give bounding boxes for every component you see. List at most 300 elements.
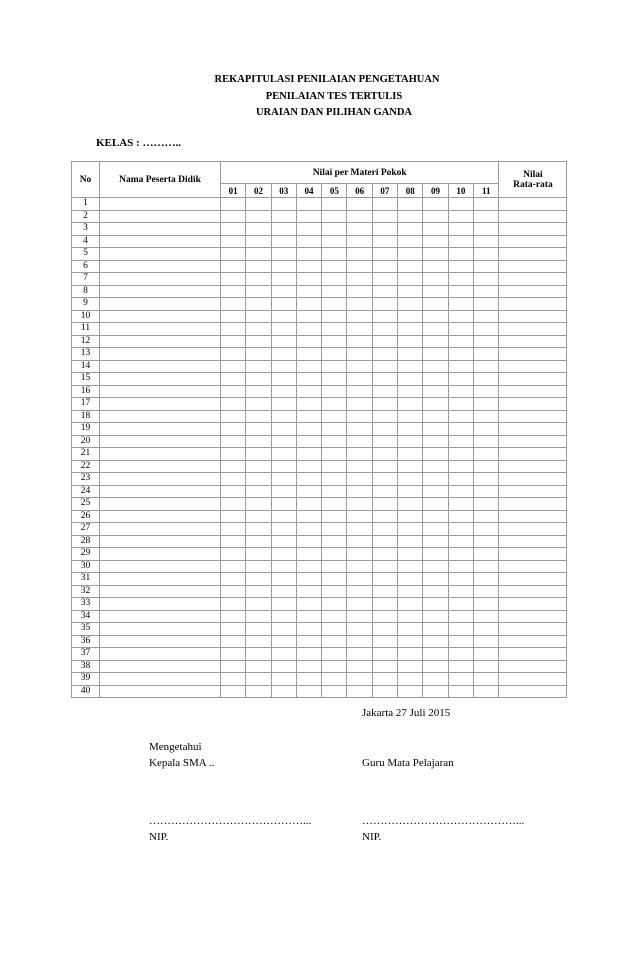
table-row: [72, 198, 567, 211]
score-cell: [473, 498, 498, 511]
average-cell: [499, 473, 567, 486]
score-cell: [221, 398, 246, 411]
score-cell: [221, 298, 246, 311]
score-cell: [473, 360, 498, 373]
score-cell: [423, 335, 448, 348]
score-cell: [322, 548, 347, 561]
score-cell: [246, 273, 271, 286]
score-cell: [322, 310, 347, 323]
score-cell: [221, 498, 246, 511]
score-cell: [271, 373, 296, 386]
score-cell: [246, 373, 271, 386]
signature-left-line2: Kepala SMA ..: [149, 757, 215, 769]
score-cell: [448, 510, 473, 523]
title-line-1: REKAPITULASI PENILAIAN PENGETAHUAN: [214, 74, 440, 85]
score-cell: [372, 260, 397, 273]
score-cell: [423, 648, 448, 661]
score-cell: [347, 223, 372, 236]
score-cell: [221, 660, 246, 673]
score-cell: [221, 210, 246, 223]
score-cell: [221, 485, 246, 498]
score-cell: [347, 373, 372, 386]
score-cell: [296, 298, 321, 311]
score-cell: [398, 635, 423, 648]
score-cell: [271, 385, 296, 398]
score-cell: [398, 260, 423, 273]
score-cell: [372, 348, 397, 361]
score-cell: [221, 285, 246, 298]
student-name-cell: [100, 660, 221, 673]
score-cell: [448, 660, 473, 673]
score-cell: [246, 660, 271, 673]
score-cell: [473, 210, 498, 223]
row-number: 1: [72, 198, 100, 211]
score-cell: [398, 573, 423, 586]
score-cell: [448, 298, 473, 311]
score-cell: [423, 448, 448, 461]
average-cell: [499, 610, 567, 623]
score-cell: [423, 285, 448, 298]
score-cell: [221, 335, 246, 348]
student-name-cell: [100, 473, 221, 486]
row-number: 33: [72, 598, 100, 611]
score-cell: [246, 285, 271, 298]
score-cell: [221, 623, 246, 636]
score-cell: [221, 435, 246, 448]
score-cell: [372, 548, 397, 561]
average-cell: [499, 360, 567, 373]
score-cell: [246, 423, 271, 436]
score-cell: [448, 323, 473, 336]
score-cell: [271, 198, 296, 211]
score-cell: [271, 610, 296, 623]
score-cell: [372, 398, 397, 411]
row-number: 26: [72, 510, 100, 523]
score-cell: [473, 410, 498, 423]
score-cell: [398, 498, 423, 511]
average-cell: [499, 260, 567, 273]
table-row: [72, 685, 567, 698]
student-name-cell: [100, 373, 221, 386]
score-cell: [448, 235, 473, 248]
score-cell: [398, 473, 423, 486]
score-cell: [296, 560, 321, 573]
score-cell: [347, 573, 372, 586]
score-cell: [473, 385, 498, 398]
score-cell: [473, 660, 498, 673]
score-column-header: 02: [246, 184, 271, 198]
table-row: [72, 623, 567, 636]
score-cell: [271, 523, 296, 536]
table-row: [72, 210, 567, 223]
score-cell: [296, 360, 321, 373]
score-cell: [423, 485, 448, 498]
score-cell: [322, 435, 347, 448]
table-row: [72, 223, 567, 236]
score-cell: [473, 248, 498, 261]
average-cell: [499, 335, 567, 348]
average-cell: [499, 535, 567, 548]
average-cell: [499, 498, 567, 511]
row-number: 36: [72, 635, 100, 648]
score-cell: [296, 523, 321, 536]
score-cell: [347, 285, 372, 298]
score-cell: [423, 610, 448, 623]
score-cell: [347, 260, 372, 273]
score-cell: [221, 598, 246, 611]
table-row: [72, 585, 567, 598]
row-number: 14: [72, 360, 100, 373]
score-cell: [448, 348, 473, 361]
score-cell: [372, 235, 397, 248]
score-cell: [271, 235, 296, 248]
score-cell: [448, 610, 473, 623]
score-cell: [271, 635, 296, 648]
score-cell: [372, 423, 397, 436]
table-row: [72, 285, 567, 298]
average-cell: [499, 398, 567, 411]
row-number: 7: [72, 273, 100, 286]
score-cell: [398, 235, 423, 248]
row-number: 19: [72, 423, 100, 436]
score-cell: [473, 235, 498, 248]
row-number: 6: [72, 260, 100, 273]
score-cell: [221, 548, 246, 561]
score-cell: [322, 560, 347, 573]
score-cell: [271, 398, 296, 411]
score-cell: [296, 273, 321, 286]
score-cell: [271, 585, 296, 598]
score-column-header: 08: [398, 184, 423, 198]
score-cell: [296, 248, 321, 261]
score-cell: [423, 660, 448, 673]
score-cell: [322, 485, 347, 498]
score-cell: [246, 635, 271, 648]
score-cell: [423, 673, 448, 686]
average-cell: [499, 523, 567, 536]
student-name-cell: [100, 598, 221, 611]
score-cell: [322, 585, 347, 598]
score-cell: [347, 535, 372, 548]
score-column-header: 04: [296, 184, 321, 198]
score-cell: [296, 260, 321, 273]
score-cell: [322, 660, 347, 673]
student-name-cell: [100, 548, 221, 561]
score-cell: [347, 410, 372, 423]
score-column-header: 05: [322, 184, 347, 198]
score-cell: [448, 335, 473, 348]
score-cell: [221, 310, 246, 323]
signature-right-title: Guru Mata Pelajaran: [362, 757, 454, 769]
score-cell: [246, 585, 271, 598]
score-cell: [296, 423, 321, 436]
score-cell: [221, 235, 246, 248]
score-cell: [322, 198, 347, 211]
score-cell: [347, 398, 372, 411]
score-cell: [423, 560, 448, 573]
table-row: [72, 473, 567, 486]
score-column-header: 03: [271, 184, 296, 198]
student-name-cell: [100, 385, 221, 398]
table-row: [72, 660, 567, 673]
score-cell: [473, 635, 498, 648]
score-cell: [473, 548, 498, 561]
average-cell: [499, 685, 567, 698]
score-cell: [423, 585, 448, 598]
row-number: 35: [72, 623, 100, 636]
row-number: 21: [72, 448, 100, 461]
score-cell: [398, 648, 423, 661]
header-average: [499, 162, 567, 198]
score-cell: [473, 573, 498, 586]
score-cell: [347, 448, 372, 461]
score-cell: [221, 585, 246, 598]
score-cell: [322, 635, 347, 648]
student-name-cell: [100, 523, 221, 536]
score-cell: [221, 385, 246, 398]
score-cell: [322, 260, 347, 273]
score-cell: [372, 310, 397, 323]
score-cell: [448, 498, 473, 511]
score-cell: [246, 610, 271, 623]
score-cell: [296, 498, 321, 511]
score-cell: [271, 498, 296, 511]
score-cell: [347, 248, 372, 261]
score-cell: [246, 673, 271, 686]
score-cell: [271, 473, 296, 486]
average-cell: [499, 598, 567, 611]
student-name-cell: [100, 423, 221, 436]
table-row: [72, 448, 567, 461]
score-cell: [448, 210, 473, 223]
score-cell: [423, 323, 448, 336]
score-cell: [271, 685, 296, 698]
student-name-cell: [100, 285, 221, 298]
score-cell: [372, 285, 397, 298]
score-cell: [448, 560, 473, 573]
score-cell: [347, 623, 372, 636]
average-cell: [499, 585, 567, 598]
score-cell: [448, 573, 473, 586]
score-cell: [246, 323, 271, 336]
score-cell: [448, 598, 473, 611]
score-cell: [347, 473, 372, 486]
score-cell: [448, 273, 473, 286]
student-name-cell: [100, 410, 221, 423]
student-name-cell: [100, 210, 221, 223]
score-cell: [347, 635, 372, 648]
score-cell: [296, 210, 321, 223]
score-cell: [473, 448, 498, 461]
average-cell: [499, 385, 567, 398]
score-cell: [221, 273, 246, 286]
score-cell: [246, 548, 271, 561]
score-cell: [372, 448, 397, 461]
score-cell: [448, 623, 473, 636]
score-cell: [347, 610, 372, 623]
score-cell: [296, 510, 321, 523]
score-cell: [246, 485, 271, 498]
score-cell: [296, 685, 321, 698]
score-cell: [372, 410, 397, 423]
average-cell: [499, 373, 567, 386]
row-number: 38: [72, 660, 100, 673]
student-name-cell: [100, 648, 221, 661]
score-cell: [473, 198, 498, 211]
score-cell: [372, 610, 397, 623]
score-cell: [322, 623, 347, 636]
table-row: [72, 560, 567, 573]
score-cell: [296, 310, 321, 323]
row-number: 5: [72, 248, 100, 261]
row-number: 16: [72, 385, 100, 398]
signature-right-nip: NIP.: [362, 831, 382, 843]
score-cell: [296, 535, 321, 548]
student-name-cell: [100, 535, 221, 548]
table-row: [72, 298, 567, 311]
score-cell: [473, 348, 498, 361]
student-name-cell: [100, 448, 221, 461]
score-cell: [448, 523, 473, 536]
score-cell: [372, 623, 397, 636]
score-cell: [347, 360, 372, 373]
table-row: [72, 460, 567, 473]
score-cell: [372, 473, 397, 486]
score-cell: [246, 223, 271, 236]
row-number: 25: [72, 498, 100, 511]
score-column-header: 09: [423, 184, 448, 198]
kelas-label: KELAS : ………..: [96, 137, 181, 149]
score-cell: [271, 360, 296, 373]
score-cell: [423, 223, 448, 236]
score-cell: [322, 385, 347, 398]
score-cell: [473, 473, 498, 486]
score-cell: [322, 285, 347, 298]
student-name-cell: [100, 435, 221, 448]
score-cell: [296, 348, 321, 361]
average-cell: [499, 548, 567, 561]
score-cell: [322, 598, 347, 611]
table-row: [72, 248, 567, 261]
table-row: [72, 435, 567, 448]
score-cell: [296, 548, 321, 561]
score-cell: [423, 548, 448, 561]
student-name-cell: [100, 273, 221, 286]
score-cell: [296, 223, 321, 236]
score-cell: [322, 535, 347, 548]
student-name-cell: [100, 235, 221, 248]
score-cell: [221, 348, 246, 361]
score-cell: [473, 535, 498, 548]
score-cell: [398, 448, 423, 461]
table-row: [72, 598, 567, 611]
score-cell: [398, 585, 423, 598]
row-number: 34: [72, 610, 100, 623]
score-cell: [221, 535, 246, 548]
score-cell: [473, 585, 498, 598]
score-cell: [271, 435, 296, 448]
table-row: [72, 385, 567, 398]
score-cell: [322, 298, 347, 311]
score-cell: [246, 298, 271, 311]
table-row: [72, 573, 567, 586]
score-cell: [448, 285, 473, 298]
score-cell: [271, 310, 296, 323]
score-cell: [347, 348, 372, 361]
score-cell: [322, 335, 347, 348]
row-number: 8: [72, 285, 100, 298]
score-cell: [322, 223, 347, 236]
score-cell: [372, 660, 397, 673]
score-cell: [423, 598, 448, 611]
score-cell: [372, 210, 397, 223]
score-cell: [398, 335, 423, 348]
header-name: Nama Peserta Didik: [100, 162, 221, 198]
score-cell: [398, 210, 423, 223]
score-cell: [423, 460, 448, 473]
score-cell: [473, 610, 498, 623]
row-number: 11: [72, 323, 100, 336]
student-name-cell: [100, 510, 221, 523]
average-cell: [499, 660, 567, 673]
score-cell: [221, 248, 246, 261]
score-cell: [473, 485, 498, 498]
score-cell: [448, 473, 473, 486]
score-cell: [246, 648, 271, 661]
score-column-header: 07: [372, 184, 397, 198]
score-cell: [473, 335, 498, 348]
row-number: 10: [72, 310, 100, 323]
score-cell: [271, 673, 296, 686]
student-name-cell: [100, 198, 221, 211]
score-cell: [347, 298, 372, 311]
score-cell: [221, 223, 246, 236]
score-cell: [423, 310, 448, 323]
score-cell: [372, 673, 397, 686]
score-cell: [322, 373, 347, 386]
score-cell: [372, 685, 397, 698]
score-cell: [473, 510, 498, 523]
score-cell: [322, 573, 347, 586]
score-cell: [372, 323, 397, 336]
score-cell: [448, 410, 473, 423]
score-cell: [398, 623, 423, 636]
score-column-header: 06: [347, 184, 372, 198]
score-cell: [296, 623, 321, 636]
student-name-cell: [100, 635, 221, 648]
score-cell: [448, 685, 473, 698]
score-cell: [372, 635, 397, 648]
score-cell: [423, 573, 448, 586]
score-cell: [423, 473, 448, 486]
student-name-cell: [100, 610, 221, 623]
score-cell: [246, 498, 271, 511]
score-cell: [473, 598, 498, 611]
score-cell: [322, 210, 347, 223]
score-cell: [423, 248, 448, 261]
score-cell: [296, 448, 321, 461]
score-cell: [398, 410, 423, 423]
average-cell: [499, 623, 567, 636]
score-cell: [448, 673, 473, 686]
table-row: [72, 310, 567, 323]
score-cell: [448, 223, 473, 236]
score-cell: [398, 373, 423, 386]
score-cell: [448, 310, 473, 323]
score-cell: [271, 260, 296, 273]
score-cell: [347, 498, 372, 511]
signature-left-nip: NIP.: [149, 831, 169, 843]
